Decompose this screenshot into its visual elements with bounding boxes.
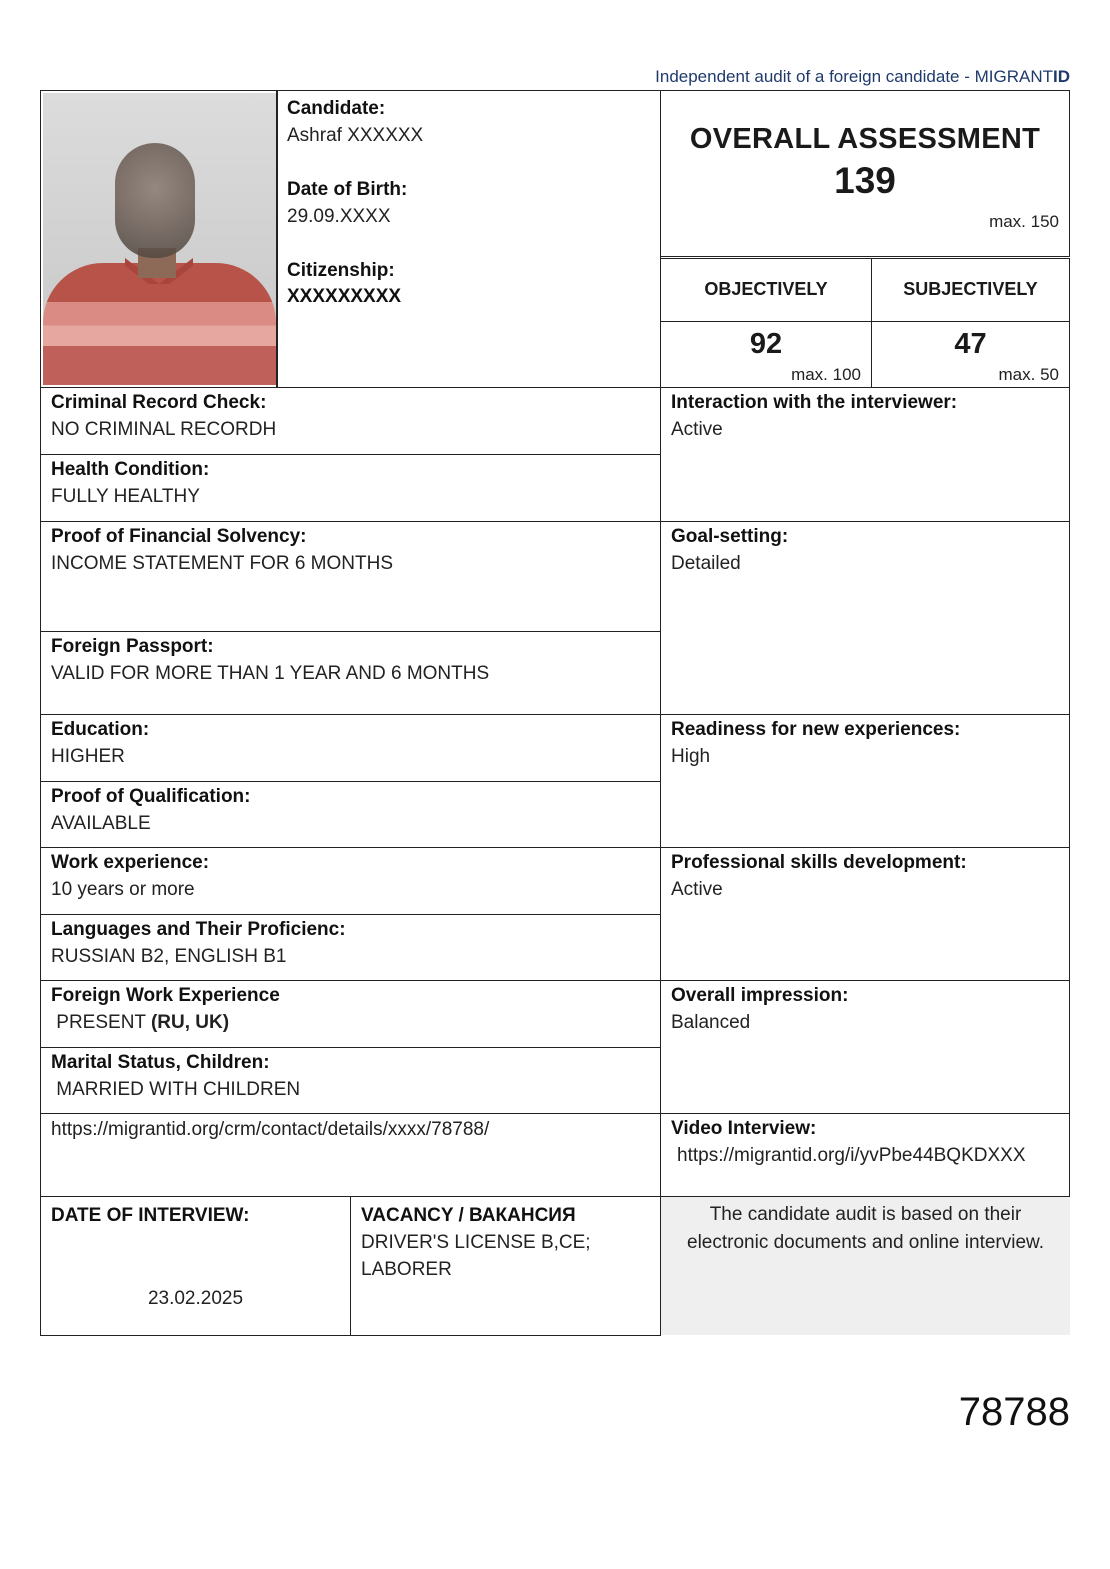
qualification-label: Proof of Qualification:: [51, 786, 251, 807]
subjective-header: [871, 258, 1070, 322]
subjective-max: max. 50: [998, 365, 1059, 384]
video-row: [660, 1113, 1070, 1197]
criminal-record-row: [40, 387, 661, 455]
candidate-name: Ashraf XXXXXX: [287, 125, 424, 146]
criminal-record-value: NO CRIMINAL RECORDH: [51, 419, 277, 440]
qualification-value: AVAILABLE: [51, 813, 151, 834]
health-row: [40, 454, 661, 522]
header-text: Independent audit of a foreign candidate - MIGRANT: [655, 67, 1053, 86]
languages-row: [40, 914, 661, 981]
health-label: Health Condition:: [51, 459, 210, 480]
objective-max: max. 100: [791, 365, 861, 384]
education-row: [40, 714, 661, 782]
interaction-row: [660, 387, 1070, 522]
readiness-row: [660, 714, 1070, 848]
marital-row: [40, 1047, 661, 1114]
work-experience-value: 10 years or more: [51, 879, 195, 900]
candidate-photo: [43, 93, 276, 385]
health-value: FULLY HEALTHY: [51, 486, 200, 507]
work-experience-row: [40, 847, 661, 915]
passport-row: [40, 631, 661, 715]
header-brand: ID: [1053, 67, 1070, 86]
skills-value: Active: [671, 879, 723, 900]
financial-value: INCOME STATEMENT FOR 6 MONTHS: [51, 553, 394, 574]
citizenship-label: Citizenship:: [287, 260, 395, 281]
video-label: Video Interview:: [671, 1118, 817, 1139]
objective-header: [660, 258, 872, 322]
vacancy-cell: [350, 1196, 661, 1336]
work-experience-label: Work experience:: [51, 852, 210, 873]
foreign-work-countries: (RU, UK): [150, 1012, 230, 1033]
document-header: [655, 67, 1070, 87]
marital-value: MARRIED WITH CHILDREN: [51, 1079, 301, 1100]
subjective-score: 47: [954, 328, 987, 360]
citizenship-value: XXXXXXXXX: [287, 286, 402, 307]
profile-url-row: [40, 1113, 661, 1197]
photo-divider: [276, 90, 278, 388]
interview-date-label: DATE OF INTERVIEW:: [51, 1205, 250, 1226]
objective-score-cell: [660, 321, 872, 388]
skills-row: [660, 847, 1070, 981]
audit-note: [661, 1197, 1070, 1335]
languages-label: Languages and Their Proficienc:: [51, 919, 346, 940]
vacancy-label: VACANCY / ВАКАНСИЯ: [361, 1205, 576, 1226]
education-label: Education:: [51, 719, 150, 740]
goal-setting-value: Detailed: [671, 553, 741, 574]
overall-title: OVERALL ASSESSMENT: [689, 123, 1041, 155]
foreign-work-row: [40, 980, 661, 1048]
impression-row: [660, 980, 1070, 1114]
impression-label: Overall impression:: [671, 985, 849, 1006]
readiness-label: Readiness for new experiences:: [671, 719, 961, 740]
vacancy-line-2: LABORER: [361, 1259, 452, 1280]
goal-setting-label: Goal-setting:: [671, 526, 789, 547]
dob-label: Date of Birth:: [287, 179, 408, 200]
foreign-work-value: [51, 1009, 650, 1036]
objective-label: OBJECTIVELY: [704, 279, 828, 299]
objective-score: 92: [749, 328, 783, 360]
passport-label: Foreign Passport:: [51, 636, 214, 657]
vacancy-line-1: DRIVER'S LICENSE B,CE;: [361, 1232, 591, 1253]
dob-value: 29.09.XXXX: [287, 206, 391, 227]
passport-value: VALID FOR MORE THAN 1 YEAR AND 6 MONTHS: [51, 663, 490, 684]
overall-assessment: [660, 90, 1070, 257]
document-number: 78788: [958, 1390, 1070, 1434]
interview-date-value: 23.02.2025: [147, 1288, 244, 1309]
financial-row: [40, 521, 661, 632]
audit-note-text: The candidate audit is based on their electronic documents and online interview.: [687, 1204, 1044, 1253]
readiness-value: High: [671, 746, 711, 767]
subjective-score-cell: [871, 321, 1070, 388]
marital-label: Marital Status, Children:: [51, 1052, 270, 1073]
profile-url-link[interactable]: https://migrantid.org/crm/contact/details/xxxx/78788/: [51, 1119, 490, 1140]
qualification-row: [40, 781, 661, 848]
foreign-work-text: PRESENT: [51, 1012, 151, 1033]
interview-date-cell: [40, 1196, 351, 1336]
skills-label: Professional skills development:: [671, 852, 967, 873]
video-url-link[interactable]: https://migrantid.org/i/yvPbe44BQKDXXX: [677, 1145, 1026, 1166]
overall-score: 139: [834, 160, 896, 201]
subjective-label: SUBJECTIVELY: [903, 279, 1038, 299]
goal-setting-row: [660, 521, 1070, 715]
candidate-info: [287, 96, 647, 310]
impression-value: Balanced: [671, 1012, 751, 1033]
criminal-record-label: Criminal Record Check:: [51, 392, 267, 413]
foreign-work-label: Foreign Work Experience: [51, 985, 280, 1006]
education-value: HIGHER: [51, 746, 125, 767]
interaction-value: Active: [671, 419, 723, 440]
interaction-label: Interaction with the interviewer:: [671, 392, 958, 413]
languages-value: RUSSIAN B2, ENGLISH B1: [51, 946, 287, 967]
overall-max: max. 150: [989, 212, 1059, 231]
financial-label: Proof of Financial Solvency:: [51, 526, 307, 547]
candidate-label: Candidate:: [287, 98, 386, 119]
